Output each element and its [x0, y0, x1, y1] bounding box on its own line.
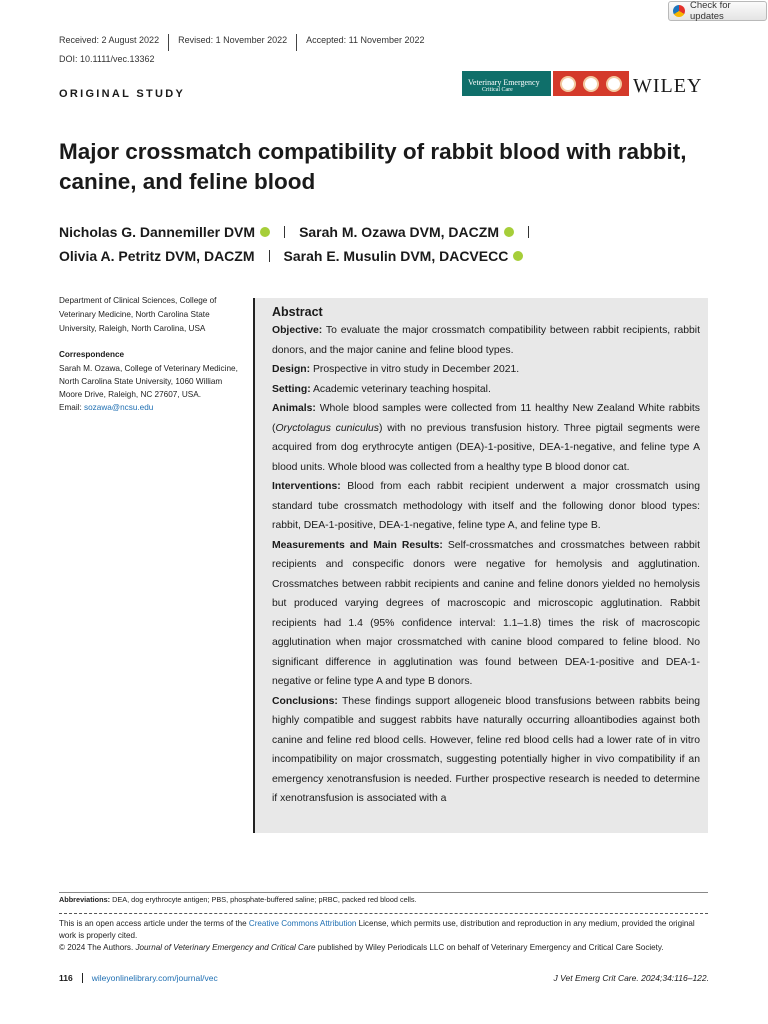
abstract-section-label: Setting: [272, 383, 311, 395]
divider [284, 226, 285, 238]
abstract-section [272, 380, 700, 400]
abstract-section-text: Self-crossmatches and crossmatches between rabbit recipients and conspecific donors were negative for hemolysis and agglutination. Crossmatches between rabbit recipients and canine and feline donors yielded no hemolysis but produced varying degrees of macroscopic and microscopic agglutination. Rabbit recipients had 1.4 (95% confidence interval: 1.1–1.8) times the risk of macroscopic agglutination when major crossmatched with canine blood compared to feline blood. No significant difference in agglutination was found between DEA-1-positive and DEA-1-negative or feline type A and type B donors. [272, 539, 700, 687]
abstract-section-label: Animals: [272, 403, 316, 414]
received-date: Received: 2 August 2022 [59, 35, 160, 45]
author-list [59, 220, 719, 268]
author[interactable]: Sarah E. Musulin DVM, DACVECC [284, 244, 524, 268]
orcid-icon[interactable] [504, 227, 514, 237]
email-label: Email: [59, 403, 85, 412]
abstract-section [272, 360, 700, 380]
page-footer [59, 973, 709, 983]
journal-logo-line-2: Critical Care [482, 86, 513, 93]
abstract-section-label: Design: [272, 364, 311, 375]
creative-commons-link[interactable]: Creative Commons Attribution [248, 919, 357, 928]
abstract-section [272, 692, 700, 809]
email-link[interactable]: sozawa@ncsu.edu [84, 403, 154, 412]
correspondence-heading: Correspondence [59, 350, 125, 359]
divider [269, 250, 270, 262]
license-statement: This is an open access article under the terms of the Creative Commons Attribution License, which permits use, distribution and reproduction in any medium, provided the original work is properly cited. © 2024 The Authors. Journal of Veterinary Emergency and Critical Care published by Wiley Periodicals LLC on behalf of Veterinary Emergency and Critical Care Society. [59, 919, 695, 952]
affiliation: Department of Clinical Sciences, College of Veterinary Medicine, North Carolina State University, Raleigh, North Carolina, USA [59, 296, 217, 333]
article-title: Major crossmatch compatibility of rabbit blood with rabbit, canine, and feline blood [59, 139, 687, 194]
abstract-section [272, 321, 700, 360]
crossmark-icon [673, 5, 685, 17]
article-type: ORIGINAL STUDY [59, 88, 186, 100]
journal-url-link[interactable]: wileyonlinelibrary.com/journal/vec [91, 973, 218, 983]
abstract-section-text: To evaluate the major crossmatch compatibility between rabbit recipients, rabbit donors, and the major canine and feline blood types. [272, 325, 700, 356]
abstract-section [272, 399, 700, 477]
society-seal-icon [583, 76, 599, 92]
abstract-heading: Abstract [272, 305, 323, 319]
abbreviations [59, 895, 417, 904]
page-number: 116 [59, 973, 83, 983]
divider [59, 913, 708, 914]
abstract-section [272, 536, 700, 692]
society-seal-icon [560, 76, 576, 92]
citation: J Vet Emerg Crit Care. 2024;34:116–122. [553, 973, 709, 983]
journal-logo-line-1: Veterinary Emergency [468, 77, 540, 87]
abstract [253, 298, 708, 833]
species-name: Oryctolagus cuniculus [275, 422, 380, 434]
publisher-logo: WILEY [633, 75, 703, 97]
abstract-body [272, 321, 700, 809]
abstract-section-text: Academic veterinary teaching hospital. [310, 383, 491, 395]
orcid-icon[interactable] [513, 251, 523, 261]
correspondence [59, 362, 239, 414]
abstract-section-label: Interventions: [272, 481, 341, 492]
accepted-date: Accepted: 11 November 2022 [296, 34, 433, 51]
journal-name: Journal of Veterinary Emergency and Critical Care [135, 943, 316, 952]
abstract-section-text: Prospective in vitro study in December 2021. [310, 364, 520, 375]
abstract-section-label: Conclusions: [272, 695, 338, 707]
abstract-section-label: Objective: [272, 325, 323, 336]
article-dates [59, 34, 434, 51]
divider [59, 892, 708, 893]
abbreviations-label: Abbreviations: [59, 895, 111, 904]
abstract-section-text: Blood from each rabbit recipient underwent a major crossmatch using standard tube crossmatch methodology with itself and the following donor blood types: rabbit, DEA-1-positive, DEA-1-negative, feline type A, and feline type B. [272, 481, 700, 531]
check-for-updates-button[interactable] [668, 1, 767, 21]
abstract-section-label: Measurements and Main Results: [272, 539, 443, 551]
author[interactable]: Nicholas G. Dannemiller DVM [59, 220, 270, 244]
check-for-updates-label: Check for updates [690, 0, 731, 22]
society-logos [553, 71, 629, 96]
correspondence-address: Sarah M. Ozawa, College of Veterinary Medicine, North Carolina State University, 1060 William Moore Drive, Raleigh, NC 27607, USA. [59, 364, 238, 399]
society-seal-icon [606, 76, 622, 92]
revised-date: Revised: 1 November 2022 [168, 34, 296, 51]
orcid-icon[interactable] [260, 227, 270, 237]
divider [528, 226, 529, 238]
doi[interactable]: DOI: 10.1111/vec.13362 [59, 54, 155, 64]
author[interactable]: Sarah M. Ozawa DVM, DACZM [299, 220, 514, 244]
abstract-section-text: Whole blood samples were collected from 11 healthy New Zealand White rabbits (Oryctolagus cuniculus) with no previous transfusion history. Three pigtail segments were acquired from dog erythrocyte antigen (DEA)-1-positive, DEA-1-negative, and feline type A blood units. Whole blood was collected from a healthy type B blood donor cat. [272, 403, 700, 473]
abbreviations-text: DEA, dog erythrocyte antigen; PBS, phosphate-buffered saline; pRBC, packed red blood cells. [110, 895, 417, 904]
journal-logo [462, 71, 551, 96]
abstract-section [272, 477, 700, 536]
abstract-section-text: These findings support allogeneic blood transfusions between rabbits being highly compatible and suggest rabbits have naturally occurring alloantibodies against both canine and feline red blood cells. However, feline red blood cells had a lower rate of in vitro incompatibility on major crossmatch, suggesting potentially higher in vivo compatibility if an emergency xenotransfusion is needed. Further prospective research is needed to determine if xenotransfusion is associated with a [272, 695, 700, 804]
author[interactable]: Olivia A. Petritz DVM, DACZM [59, 248, 255, 264]
